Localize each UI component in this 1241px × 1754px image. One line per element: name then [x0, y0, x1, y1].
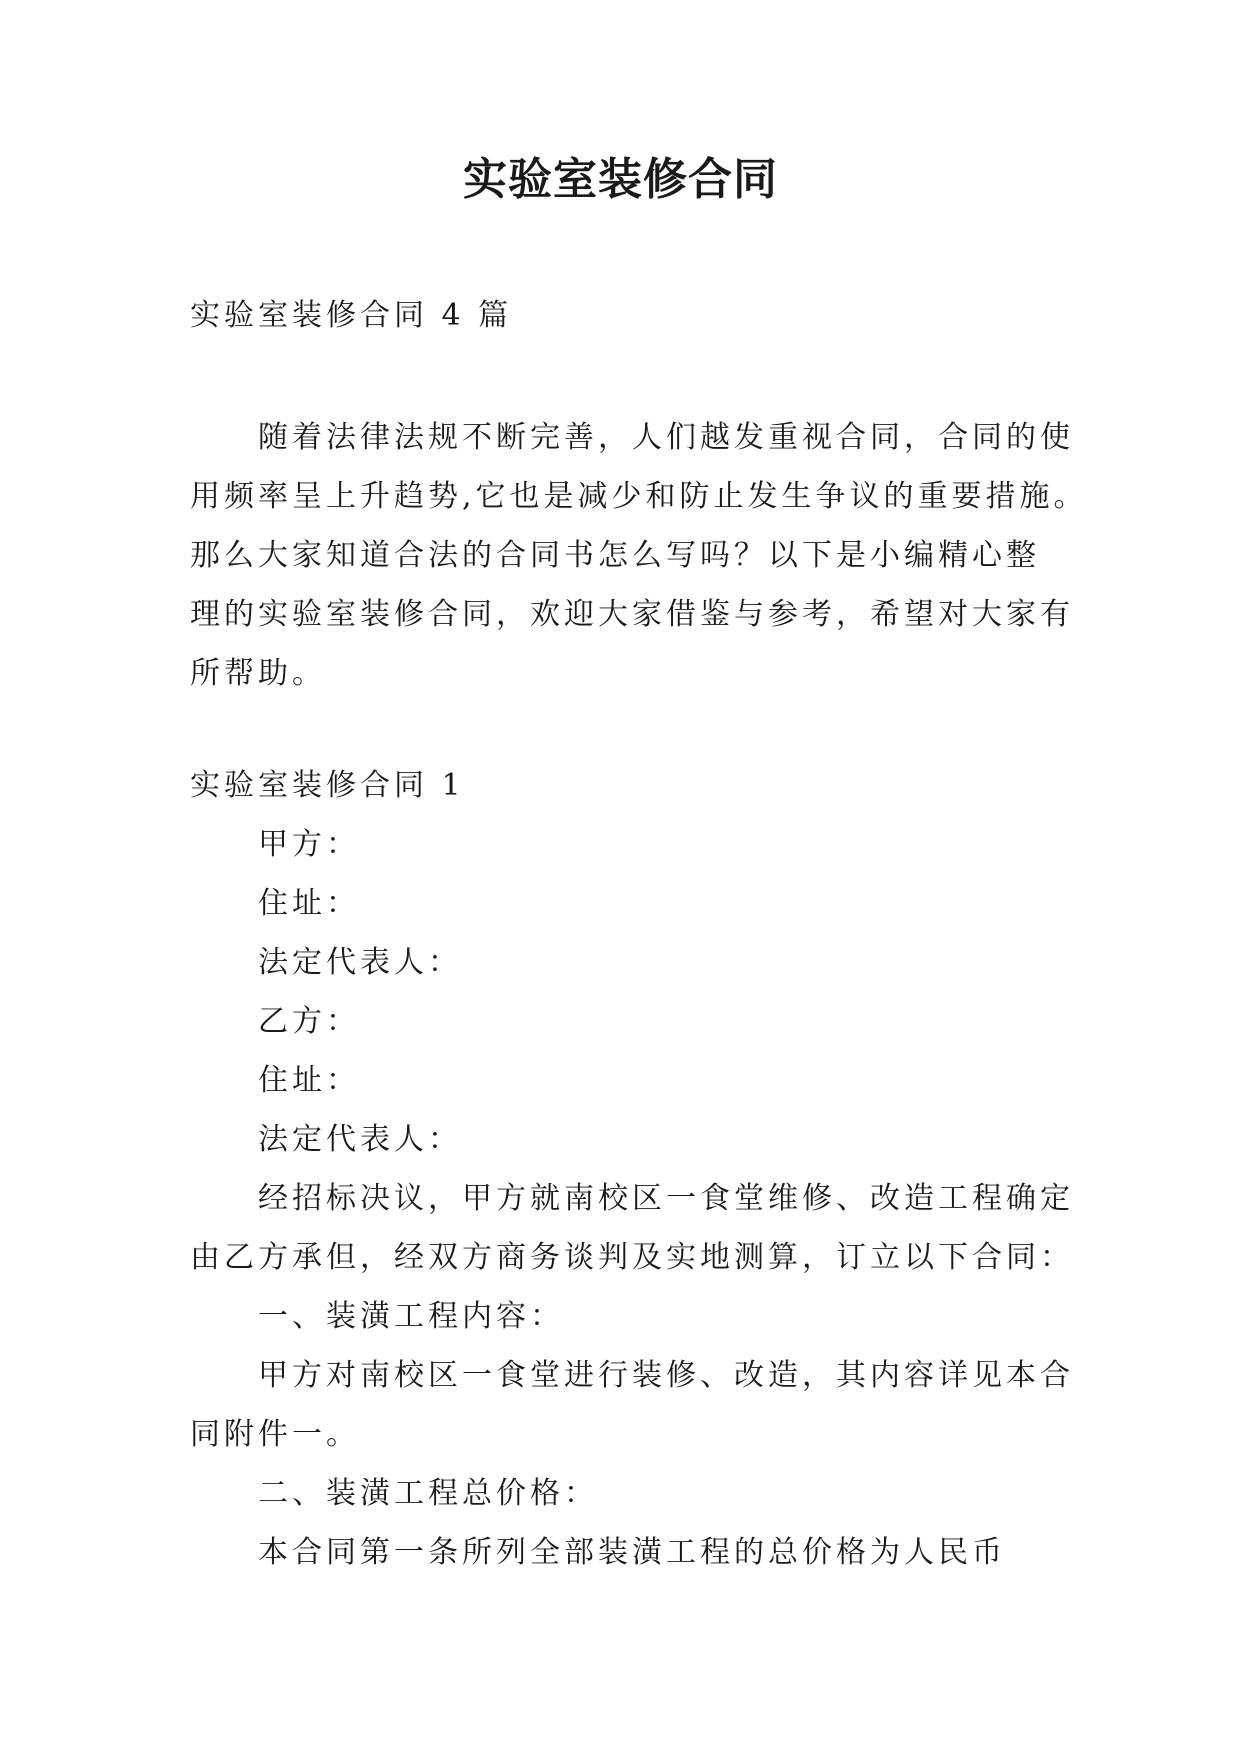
clause-2-heading: 二、装潢工程总价格：: [258, 1476, 598, 1511]
intro-line: 理的实验室装修合同，欢迎大家借鉴与参考，希望对大家有: [190, 597, 1074, 632]
contract-body: [190, 815, 1074, 1582]
intro-paragraph: [190, 408, 1088, 703]
intro-line: 随着法律法规不断完善，人们越发重视合同，合同的使: [258, 420, 1074, 455]
document-title: 实验室装修合同: [463, 154, 778, 205]
section-heading: 实验室装修合同 1: [190, 768, 465, 803]
party-a-address-label: 住址：: [258, 886, 360, 921]
preamble-line: 经招标决议，甲方就南校区一食堂维修、改造工程确定: [258, 1181, 1074, 1216]
clause-1-heading: 一、装潢工程内容：: [258, 1299, 564, 1334]
clause-1-text: 同附件一。: [190, 1417, 360, 1452]
intro-line: 那么大家知道合法的合同书怎么写吗？以下是小编精心整: [190, 538, 1040, 573]
preamble-line: 由乙方承但，经双方商务谈判及实地测算，订立以下合同：: [190, 1240, 1074, 1275]
party-b-representative-label: 法定代表人：: [258, 1122, 462, 1157]
document-subtitle: 实验室装修合同 4 篇: [190, 298, 513, 333]
party-a-representative-label: 法定代表人：: [258, 945, 462, 980]
party-a-label: 甲方：: [258, 827, 360, 862]
clause-2-text: 本合同第一条所列全部装潢工程的总价格为人民币: [258, 1535, 1006, 1570]
clause-1-text: 甲方对南校区一食堂进行装修、改造，其内容详见本合: [258, 1358, 1074, 1393]
party-b-label: 乙方：: [258, 1004, 360, 1039]
intro-line: 所帮助。: [190, 656, 326, 691]
intro-line: 用频率呈上升趋势,它也是减少和防止发生争议的重要措施。: [190, 479, 1088, 514]
party-b-address-label: 住址：: [258, 1063, 360, 1098]
